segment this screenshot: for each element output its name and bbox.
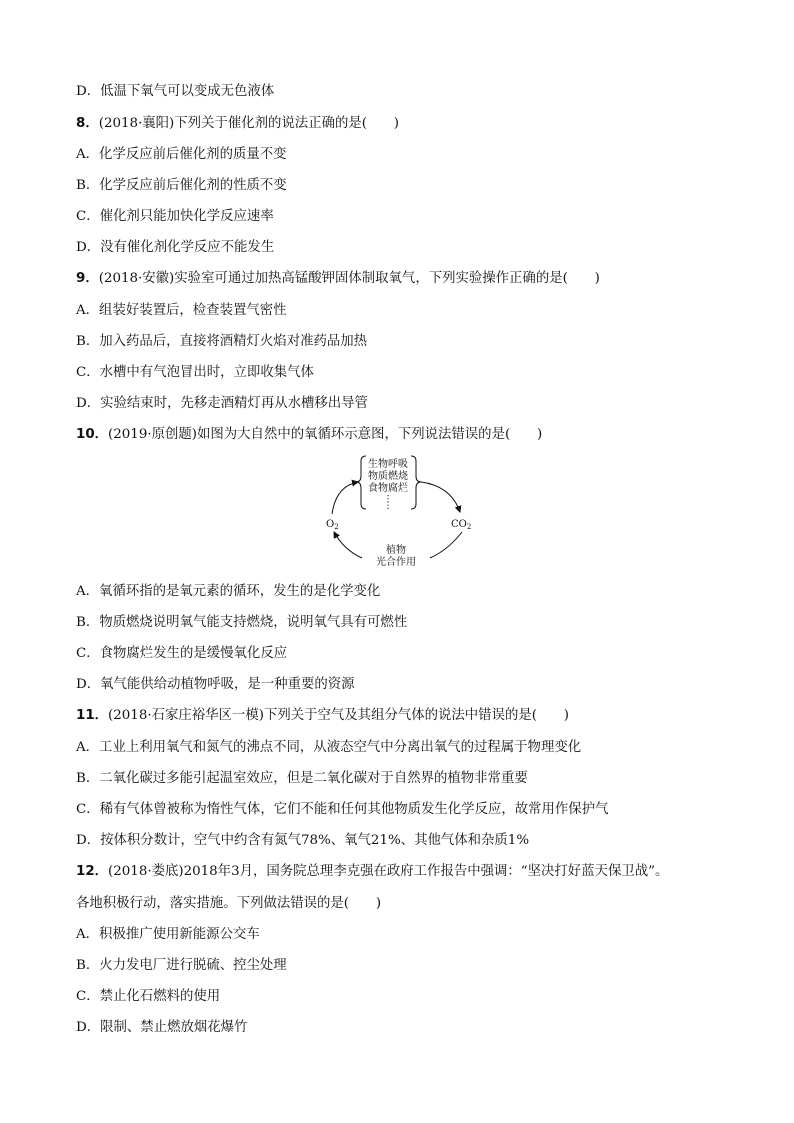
label-plants: 植物 (386, 545, 406, 556)
option-12a: A．积极推广使用新能源公交车 (76, 927, 260, 942)
option-7d: D．低温下氧气可以变成无色液体 (76, 84, 275, 99)
option-10d: D．氧气能供给动植物呼吸，是一种重要的资源 (76, 677, 355, 692)
option-9b: B．加入药品后，直接将酒精灯火焰对准药品加热 (76, 334, 368, 349)
right-brace (411, 456, 421, 509)
option-11d: D．按体积分数计，空气中约含有氮气78%、氧气21%、其他气体和杂质1% (76, 833, 530, 848)
option-9a: A．组装好装置后，检查装置气密性 (76, 303, 287, 318)
label-photosynthesis: 光合作用 (376, 557, 416, 568)
arrow-processes-to-co2 (421, 482, 460, 512)
option-9d: D．实验结束时，先移走酒精灯再从水槽移出导管 (76, 396, 368, 411)
label-o2: $O_2$ (326, 519, 339, 531)
arrow-co2-to-o2 (430, 532, 462, 558)
oxygen-cycle-diagram (318, 452, 478, 570)
process-combustion: 物质燃烧 (368, 471, 408, 482)
process-decay: 食物腐烂 (368, 483, 408, 494)
option-12d: D．限制、禁止燃放烟花爆竹 (76, 1020, 248, 1035)
arrow-o2-to-processes (332, 482, 358, 514)
option-11c: C．稀有气体曾被称为惰性气体，它们不能和任何其他物质发生化学反应，故常用作保护气 (76, 802, 609, 817)
option-8d: D．没有催化剂化学反应不能发生 (76, 240, 275, 255)
option-10b: B．物质燃烧说明氧气能支持燃烧，说明氧气具有可燃性 (76, 615, 408, 630)
question-10-stem: 10．(2019·原创题)如图为大自然中的氧循环示意图，下列说法错误的是( ) (76, 427, 543, 442)
option-12c: C．禁止化石燃料的使用 (76, 989, 221, 1004)
question-8-stem: 8．(2018·襄阳)下列关于催化剂的说法正确的是( ) (76, 116, 399, 131)
option-10a: A．氧循环指的是氧元素的循环，发生的是化学变化 (76, 584, 381, 599)
option-11a: A．工业上利用氧气和氮气的沸点不同，从液态空气中分离出氧气的过程属于物理变化 (76, 740, 582, 755)
process-respiration: 生物呼吸 (368, 459, 408, 470)
option-11b: B．二氧化碳过多能引起温室效应，但是二氧化碳对于自然界的植物非常重要 (76, 771, 528, 786)
option-10c: C．食物腐烂发生的是缓慢氧化反应 (76, 646, 288, 661)
label-co2: $CO_2$ (451, 519, 472, 531)
option-9c: C．水槽中有气泡冒出时，立即收集气体 (76, 365, 314, 380)
question-9-stem: 9．(2018·安徽)实验室可通过加热高锰酸钾固体制取氧气，下列实验操作正确的是( ) (76, 271, 600, 286)
question-12-stem: 12．(2018·娄底)2018年3月，国务院总理李克强在政府工作报告中强调：“坚决打好蓝天保卫战”。 (76, 864, 669, 879)
option-8b: B．化学反应前后催化剂的性质不变 (76, 178, 287, 193)
question-12-stem-cont: 各地积极行动，落实措施。下列做法错误的是( ) (76, 896, 382, 911)
option-8a: A．化学反应前后催化剂的质量不变 (76, 147, 287, 162)
option-8c: C．催化剂只能加快化学反应速率 (76, 209, 274, 224)
arrow-photosynthesis-to-o2 (334, 532, 362, 558)
question-11-stem: 11．(2018·石家庄裕华区一模)下列关于空气及其组分气体的说法中错误的是( ) (76, 708, 569, 723)
option-12b: B．火力发电厂进行脱硫、控尘处理 (76, 958, 287, 973)
